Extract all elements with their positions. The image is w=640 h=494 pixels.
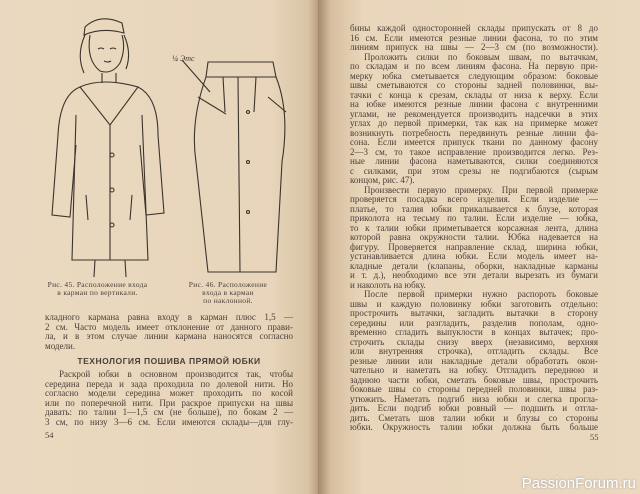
text-line: углами, не рекомендуется производить надсечки в этих — [350, 109, 598, 119]
text-line: проверяется посадка всего изделия. Если изделие — — [350, 195, 598, 204]
text-line: на юбке имеются резные линии фасона с внутренними — [350, 100, 598, 109]
text-line: временно сгладить выпуклости в концах вытачек; про- — [350, 328, 598, 337]
text-line: кладного кармана равна входу в карман плюс 1,5 — — [45, 313, 293, 322]
text-line: юбки. Окружность талии юбки должна быть больше — [350, 423, 598, 432]
text-line: кладные детали (клапаны, оборки, накладные карманы — [350, 261, 598, 271]
text-line: швы сметываются со стороны задней половинки, вы- — [350, 81, 598, 90]
figure-45-coat-illustration — [40, 5, 170, 280]
text-line: мерку юбка сметывается следующим образом: боковые — [350, 71, 598, 81]
text-line: сона. Если имеется припуск ткани по данному фасону — [350, 138, 598, 147]
text-line: и т. д.), необходимо все эти детали вырезать из бумаги — [350, 271, 598, 280]
text-line: После первой примерки нужно распороть боковые — [364, 290, 598, 299]
text-line: приколота на тесьму по талии. Если изделие — юбка, — [350, 214, 598, 223]
text-line: или по поперечной нити. При раскрое припуски на швы — [45, 398, 293, 408]
text-line: возникнуть потребность передвинуть резные линии фа- — [350, 128, 598, 138]
text-line: которой равна окружности талии. Юбка надевается на — [350, 233, 598, 242]
text-line: резные линии или накладные детали обработать окон- — [350, 356, 598, 366]
section-heading: ТЕХНОЛОГИЯ ПОШИВА ПРЯМОЙ ЮБКИ — [77, 356, 261, 366]
text-line: 16 см. Если имеются резные линии фасона, то по этим — [350, 33, 598, 43]
text-line: ла, и в этом случае линии кармана наносятся согласно — [45, 332, 293, 341]
text-line: то к талии юбки приметывается корсажная лента, длина — [350, 223, 598, 233]
right-page — [318, 0, 640, 494]
text-line: прострочить вытачки, загладить вытачки в сторону — [350, 309, 598, 318]
text-line: или внутренняя строчка), отгладить склады. Все — [350, 347, 598, 356]
text-line: чательно и наметать на юбку. Отгладить переднюю и — [350, 366, 598, 375]
text-line: 3 см, по низу 3—6 см. Если имеются склады—для глу- — [45, 417, 293, 427]
left-page — [0, 0, 318, 494]
figure-45-caption — [40, 281, 155, 297]
text-line: Раскрой юбки в основном производится так, чтобы — [59, 370, 293, 379]
figure-46-caption — [183, 281, 273, 305]
caption-line: входа в карман — [202, 288, 254, 297]
text-line: согласно модели середина может проходить по косой — [45, 389, 293, 398]
page-number-left: 54 — [45, 430, 54, 440]
text-line: и наколоть на юбку. — [350, 280, 426, 290]
text-line: середина переда и зада проходила по долевой нити. Но — [45, 379, 293, 389]
text-line: по складам и по всем линиям фасона. На первую при- — [350, 62, 598, 71]
figure-46-skirt-illustration — [178, 52, 298, 277]
text-line: заднюю части юбки, сметать боковые швы, прострочить — [350, 375, 598, 385]
caption-line: в карман по вертикали. — [57, 288, 138, 297]
text-line: тачки с конца к срезам, склады от низа к верху. Если — [350, 90, 598, 100]
text-line: модели. — [45, 341, 76, 351]
text-line: строчить склады снизу вверх (независимо, верхняя — [350, 337, 598, 347]
text-line: Произвести первую примерку. При первой примерке — [364, 185, 598, 195]
text-line: середины или разгладить, разделив пополам, одно- — [350, 318, 598, 328]
text-line: 2—3 см, то такое исправление производится легко. Рез- — [350, 147, 598, 157]
text-line: утюжить. Наметать подгиб низа юбки и слегка прогла- — [350, 394, 598, 404]
text-line: дить. Если подгиб юбки ровный — подшить и отгла- — [350, 404, 598, 413]
text-line: платье, то талия юбки прикалывается к блузе, которая — [350, 204, 598, 214]
text-line: 2 см. Часто модель имеет отклонение от данного прави- — [45, 322, 293, 332]
text-line: швы и каждую половинку юбки заготовить отдельно: — [350, 299, 598, 309]
text-line: концом, рис. 47). — [350, 176, 415, 185]
text-line: ные линии фасона наметываются, силки соединяются — [350, 157, 598, 166]
page-number-right: 55 — [590, 432, 599, 442]
caption-line: Рис. 45. Расположение входа — [47, 280, 148, 289]
text-line: Проложить силки по боковым швам, по вытачкам, — [364, 52, 598, 62]
figure-46-label: ¼ Этс — [172, 54, 195, 63]
text-line: боковые швы со стороны передней половинки, швы раз- — [350, 385, 598, 394]
watermark: PassionForum.ru — [521, 475, 636, 492]
text-line: углах до первой примерки, так как на примерке может — [350, 119, 598, 128]
text-line: с силками, при этом срезы не подгибаются (сырым — [350, 166, 598, 176]
text-line: давать: по талии 1—1,5 см (не больше), по бокам 2 — — [45, 408, 293, 417]
caption-line: по наклонной. — [203, 296, 253, 305]
caption-line: Рис. 46. Расположение — [188, 280, 268, 289]
text-line: фигуру. Проверяется направление склад, ширина юбки, — [350, 242, 598, 252]
text-line: устанавливается длина юбки. Если модель имеет на- — [350, 252, 598, 261]
text-line: линиям припуск на швы — 2—3 см (по возможности). — [350, 43, 598, 52]
text-line: бины каждой односторонней склады припускать от 8 до — [350, 24, 598, 33]
text-line: дить. Сметать шов талии юбки и блузы со стороны — [350, 413, 598, 423]
